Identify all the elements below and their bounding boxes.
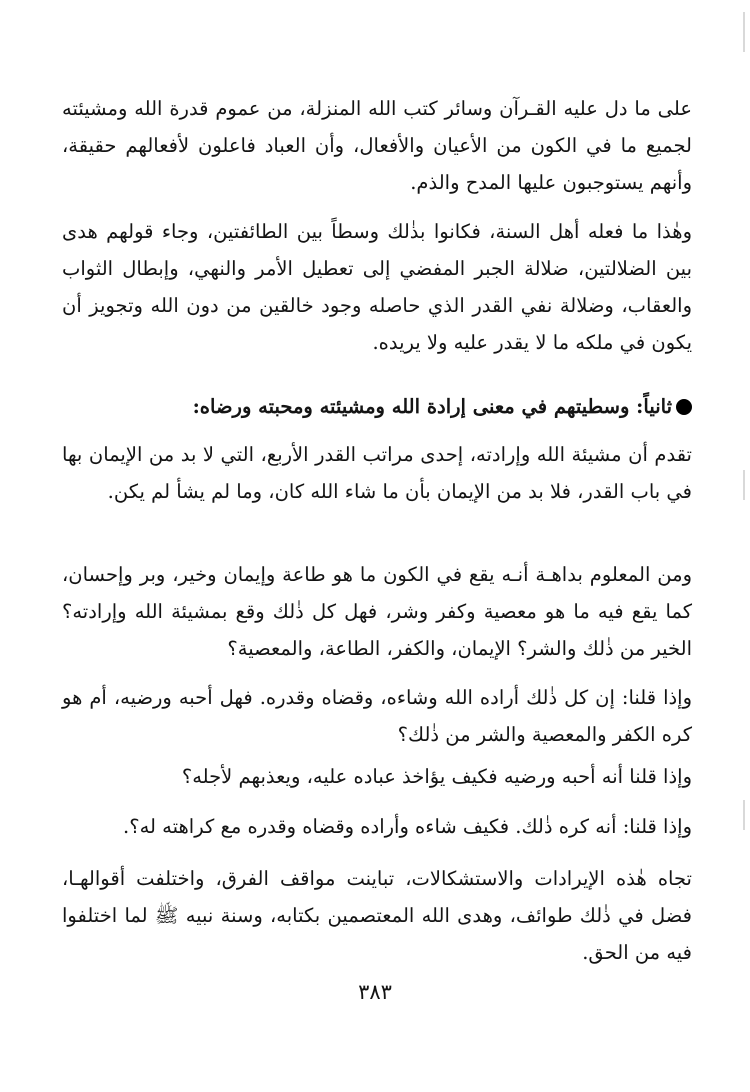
paragraph-4: ومن المعلوم بداهـة أنـه يقع في الكون ما هو طاعة وإيمان وخير، وبر وإحسان، كما يقع فيه ما هو معصية وكفر وشر، فهل كل ذٰلك وقع بمشيئة الله وإرادته؟ الخير من ذٰلك والشر؟ الإيمان، والكفر، الطاعة، والمعصية؟ [62,563,692,660]
paragraph-7: وإذا قلنا: أنه كره ذٰلك. فكيف شاءه وأراده وقضاه وقدره مع كراهته له؟. [123,815,692,838]
paragraph-1: على ما دل عليه القـرآن وسائر كتب الله المنزلة، من عموم قدرة الله ومشيئته لجميع ما في الكون من الأعيان والأفعال، وأن العباد فاعلون لأفعالهم حقيقة، وأنهم يستوجبون عليها المدح والذم. [62,97,692,194]
paragraph-3: تقدم أن مشيئة الله وإرادته، إحدى مراتب القدر الأربع، التي لا بد من الإيمان بها في باب القدر، فلا بد من الإيمان بأن ما شاء الله كان، وما لم يشأ لم يكن. [62,443,692,503]
bullet-icon [676,399,692,415]
page-edge-mark [743,470,745,500]
paragraph-6: وإذا قلنا أنه أحبه ورضيه فكيف يؤاخذ عباده عليه، ويعذبهم لأجله؟ [181,765,692,788]
section-heading-text: ثانياً: وسطيتهم في معنى إرادة الله ومشيئته ومحبته ورضاه: [192,395,672,418]
paragraph-8: تجاه هٰذه الإيرادات والاستشكالات، تباينت مواقف الفرق، واختلفت أقوالهـا، فضل في ذٰلك طوائف، وهدى الله المعتصمين بكتابه، وسنة نبيه ﷺ لما اختلفوا فيه من الحق. [62,867,692,964]
paragraph-5: وإذا قلنا: إن كل ذٰلك أراده الله وشاءه، وقضاه وقدره. فهل أحبه ورضيه، أم هو كره الكفر والمعصية والشر من ذٰلك؟ [62,686,692,746]
paragraph-2: وهٰذا ما فعله أهل السنة، فكانوا بذٰلك وسطاً بين الطائفتين، وجاء قولهم هدى بين الضلالتين، ضلالة الجبر المفضي إلى تعطيل الأمر والنهي، وإبطال الثواب والعقاب، وضلالة نفي القدر الذي حاصله وجود خالقين من دون الله وتجويز أن يكون في ملكه ما لا يقدر عليه ولا يريده. [62,220,692,354]
section-heading [62,388,692,425]
page-edge-mark [743,12,745,52]
page-number: ٣٨٣ [358,980,392,1004]
page-edge-mark [743,800,745,830]
